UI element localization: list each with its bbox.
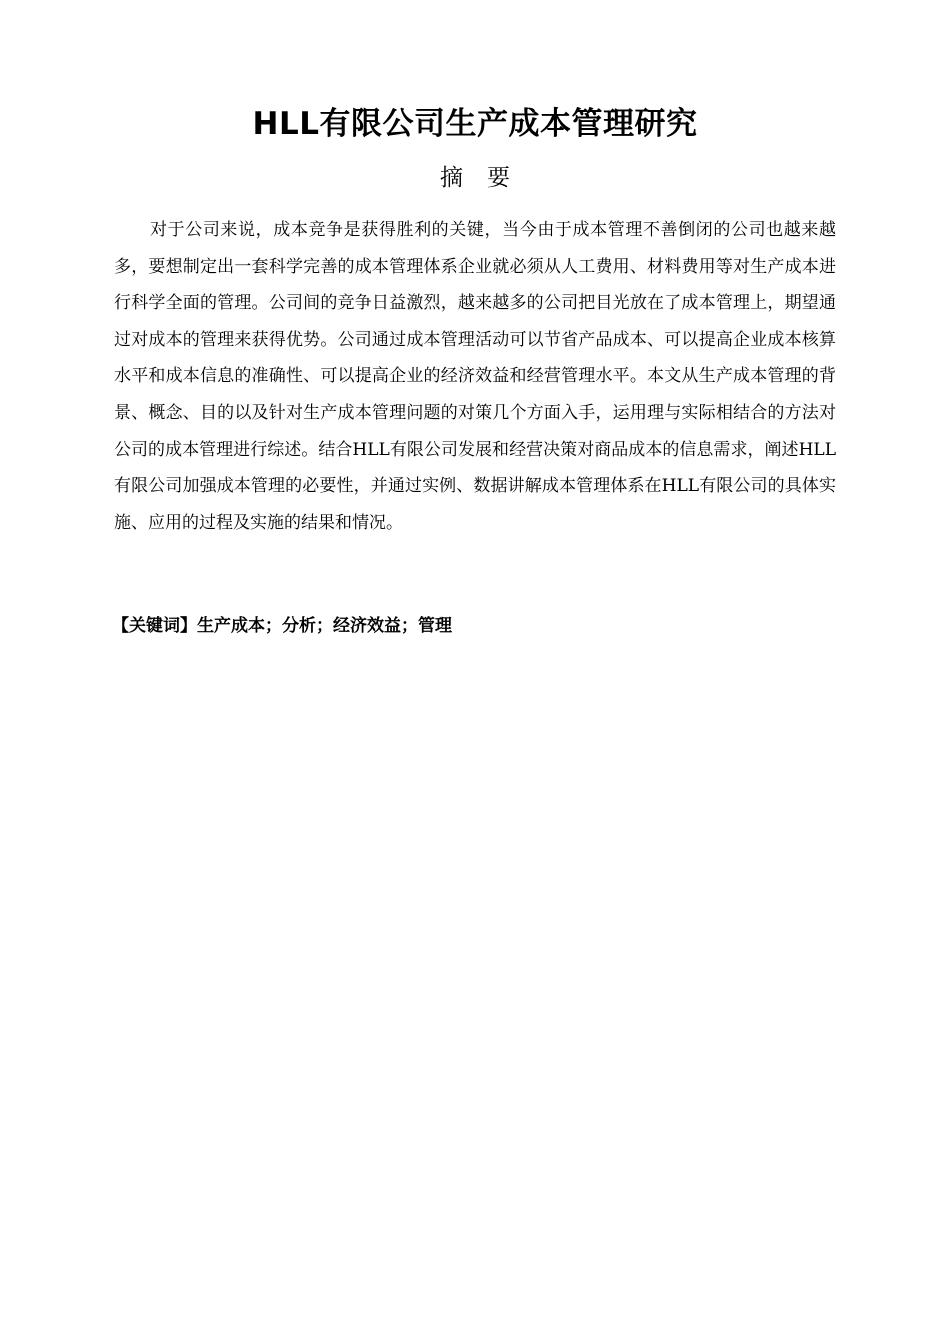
abstract-heading-char: 摘 [440, 165, 463, 191]
keywords-line: 【关键词】生产成本；分析；经济效益；管理 [112, 616, 452, 636]
abstract-heading-char: 要 [487, 165, 510, 191]
abstract-body: 对于公司来说，成本竞争是获得胜利的关键，当今由于成本管理不善倒闭的公司也越来越多，要想制定出一套科学完善的成本管理体系企业就必须从人工费用、材料费用等对生产成本进行科学全面的管理。公司间的竞争日益激烈，越来越多的公司把目光放在了成本管理上，期望通过对成本的管理来获得优势。公司通过成本管理活动可以节省产品成本、可以提高企业成本核算水平和成本信息的准确性、可以提高企业的经济效益和经营管理水平。本文从生产成本管理的背景、概念、目的以及针对生产成本管理问题的对策几个方面入手，运用理与实际相结合的方法对公司的成本管理进行综述。结合HLL有限公司发展和经营决策对商品成本的信息需求，阐述HLL有限公司加强成本管理的必要性，并通过实例、数据讲解成本管理体系在HLL有限公司的具体实施、应用的过程及实施的结果和情况。 [114, 220, 836, 533]
abstract-heading [0, 160, 950, 196]
paper-title: HLL有限公司生产成本管理研究 [252, 106, 698, 142]
